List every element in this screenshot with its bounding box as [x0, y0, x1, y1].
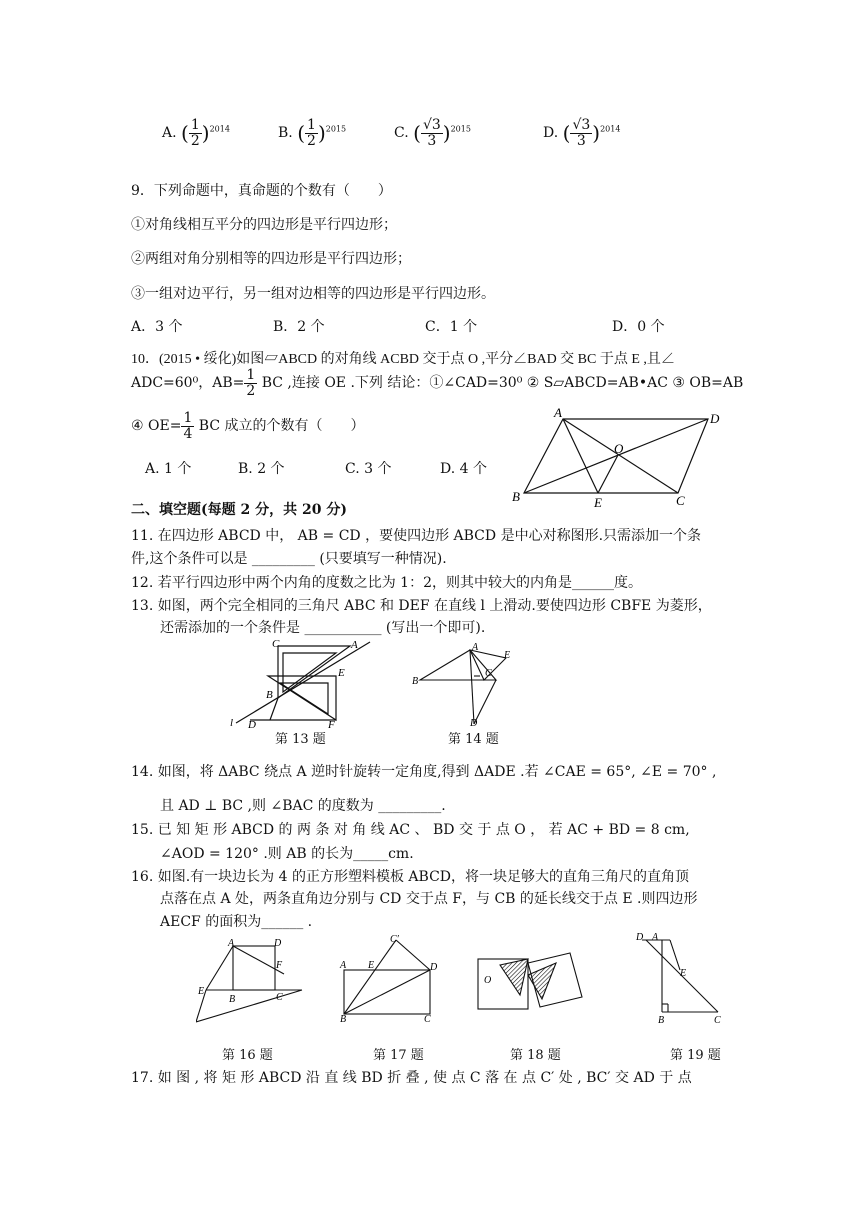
- figure-18: [470, 945, 588, 1025]
- label-E: E: [198, 986, 205, 997]
- q9-option-c: C．1 个: [425, 319, 478, 335]
- label-B: B: [512, 489, 520, 504]
- figure-19-caption: 第 19 题: [670, 1048, 721, 1063]
- label-D: D: [430, 962, 438, 973]
- q12-line-1: 12. 若平行四边形中两个内角的度数之比为 1：2，则其中较大的内角是______度。: [131, 575, 642, 591]
- fraction: $\frac{1}{2}$: [307, 117, 316, 149]
- label-D: D: [636, 932, 644, 943]
- q9-statement-1: ①对角线相互平分的四边形是平行四边形；: [131, 217, 397, 233]
- label-F: F: [328, 719, 335, 730]
- label-l: l: [230, 717, 234, 729]
- q16-line-1: 16. 如图.有一块边长为 4 的正方形塑料模板 ABCD，将一块足够大的直角三角尺的直角顶: [131, 869, 690, 885]
- fraction: $\frac{√3}{3}$: [572, 117, 591, 149]
- label-E: E: [504, 650, 511, 661]
- label-D: D: [274, 938, 282, 949]
- fraction: $\frac{1}{2}$: [190, 117, 200, 149]
- q17-line-1: 17. 如 图 , 将 矩 形 ABCD 沿 直 线 BD 折 叠 , 使 点 C 落 在 点 C′ 处 , BC′ 交 AD 于 点: [131, 1070, 692, 1086]
- q10-figure: [508, 405, 733, 510]
- q10-option-d: D. 4 个: [440, 461, 487, 477]
- q13-line-2: 还需添加的一个条件是 ___________ (写出一个即可).: [160, 620, 486, 636]
- label-F: F: [276, 960, 283, 971]
- q9-statement-2: ②两组对角分别相等的四边形是平行四边形；: [131, 251, 411, 267]
- label-C: C: [485, 668, 492, 679]
- label-B: B: [266, 689, 273, 701]
- label-C: C: [272, 638, 280, 650]
- fraction: $\frac{√3}{3}$: [422, 117, 441, 149]
- q8-option-d: D. ( $\frac{√3}{3}$ )$^{2014}$: [543, 117, 621, 149]
- figure-17-caption: 第 17 题: [373, 1048, 424, 1063]
- label-C-prime: C′: [390, 934, 399, 945]
- q13-line-1: 13. 如图，两个完全相同的三角尺 ABC 和 DEF 在直线 l 上滑动.要使四边形 CBFE 为菱形，: [131, 598, 712, 614]
- q11-line-1: 11. 在四边形 ABCD 中， AB = CD ，要使四边形 ABCD 是中心对称图形.只需添加一个条: [131, 528, 702, 544]
- figure-14-caption: 第 14 题: [448, 732, 499, 747]
- q8-option-a: A. ( $\frac{1}{2}$ )$^{2014}$: [162, 117, 230, 149]
- label-B: B: [340, 1014, 347, 1024]
- label-E: E: [338, 667, 345, 679]
- label-A: A: [340, 960, 347, 971]
- figure-13-caption: 第 13 题: [275, 732, 326, 747]
- q10-option-b: B. 2 个: [238, 461, 285, 477]
- q8-option-b: B. ( $\frac{1}{2}$ )$^{2015}$: [278, 117, 347, 149]
- q9-option-d: D．0 个: [612, 319, 665, 335]
- section-heading: 二、填空题(每题 2 分，共 20 分): [131, 502, 347, 518]
- figure-19: [632, 930, 727, 1025]
- label-O: O: [614, 441, 624, 456]
- q10-line-1: 10．(2015 • 绥化)如图▱ABCD 的对角线 ACBD 交于点 O ,平分∠BAD 交 BC 于点 E ,且∠: [131, 352, 675, 367]
- label-A: A: [472, 642, 479, 653]
- label-E: E: [368, 960, 375, 971]
- label-A: A: [228, 938, 235, 949]
- fraction: $\frac{1}{2}$: [246, 367, 256, 399]
- q8-option-c: C. ( $\frac{√3}{3}$ )$^{2015}$: [394, 117, 471, 149]
- q14-line-1: 14. 如图，将 ΔABC 绕点 A 逆时针旋转一定角度,得到 ΔADE .若 ∠CAE = 65°, ∠E = 70° ,: [131, 764, 717, 780]
- q9-option-b: B．2 个: [273, 319, 325, 335]
- figure-16-caption: 第 16 题: [222, 1048, 273, 1063]
- q10-line-3: ④ OE= $\frac{1}{4}$ BC 成立的个数有（ ）: [131, 410, 365, 442]
- label-A: A: [652, 932, 659, 943]
- q10-option-c: C. 3 个: [345, 461, 392, 477]
- label-B: B: [229, 994, 236, 1005]
- figure-13: [228, 638, 378, 730]
- q11-line-2: 件,这个条件可以是 _________ (只要填写一种情况).: [131, 551, 447, 567]
- label-B: B: [412, 676, 419, 687]
- figure-17: [338, 932, 443, 1024]
- label-D: D: [248, 719, 256, 730]
- q14-line-2: 且 AD ⊥ BC ,则 ∠BAC 的度数为 _________.: [160, 798, 446, 814]
- label-E: E: [594, 495, 602, 510]
- q10-option-a: A. 1 个: [145, 461, 192, 477]
- q16-line-2: 点落在点 A 处，两条直角边分别与 CD 交于点 F，与 CB 的延长线交于点 E .则四边形: [160, 891, 698, 907]
- label-A: A: [554, 405, 562, 420]
- q15-line-2: ∠AOD = 120° .则 AB 的长为_____cm.: [160, 846, 414, 862]
- label-A: A: [351, 639, 358, 651]
- figure-18-caption: 第 18 题: [510, 1048, 561, 1063]
- label-C: C: [714, 1015, 721, 1025]
- label-E: E: [680, 968, 687, 979]
- fraction: $\frac{1}{4}$: [183, 410, 193, 442]
- q9-statement-3: ③一组对边平行，另一组对边相等的四边形是平行四边形。: [131, 286, 495, 302]
- figure-16: [196, 938, 306, 1028]
- q16-line-3: AECF 的面积为______ .: [160, 914, 313, 930]
- label-C: C: [676, 493, 685, 508]
- q10-line-2: ADC=60⁰，AB= $\frac{1}{2}$ BC ,连接 OE .下列 结论：①∠CAD=30⁰ ② S▱ABCD=AB•AC ③ OB=AB: [131, 367, 744, 399]
- q15-line-1: 15. 已 知 矩 形 ABCD 的 两 条 对 角 线 AC 、 BD 交 于 点 O ， 若 AC + BD = 8 cm,: [131, 822, 690, 838]
- q9-option-a: A．3 个: [131, 319, 183, 335]
- label-D: D: [710, 411, 720, 426]
- label-C: C: [424, 1014, 431, 1024]
- label-B: B: [658, 1015, 665, 1025]
- figure-14: [408, 640, 518, 730]
- label-O: O: [484, 975, 492, 986]
- label-D: D: [470, 718, 478, 729]
- q9-stem: 9．下列命题中，真命题的个数有（ ）: [131, 183, 392, 199]
- label-C: C: [276, 992, 283, 1003]
